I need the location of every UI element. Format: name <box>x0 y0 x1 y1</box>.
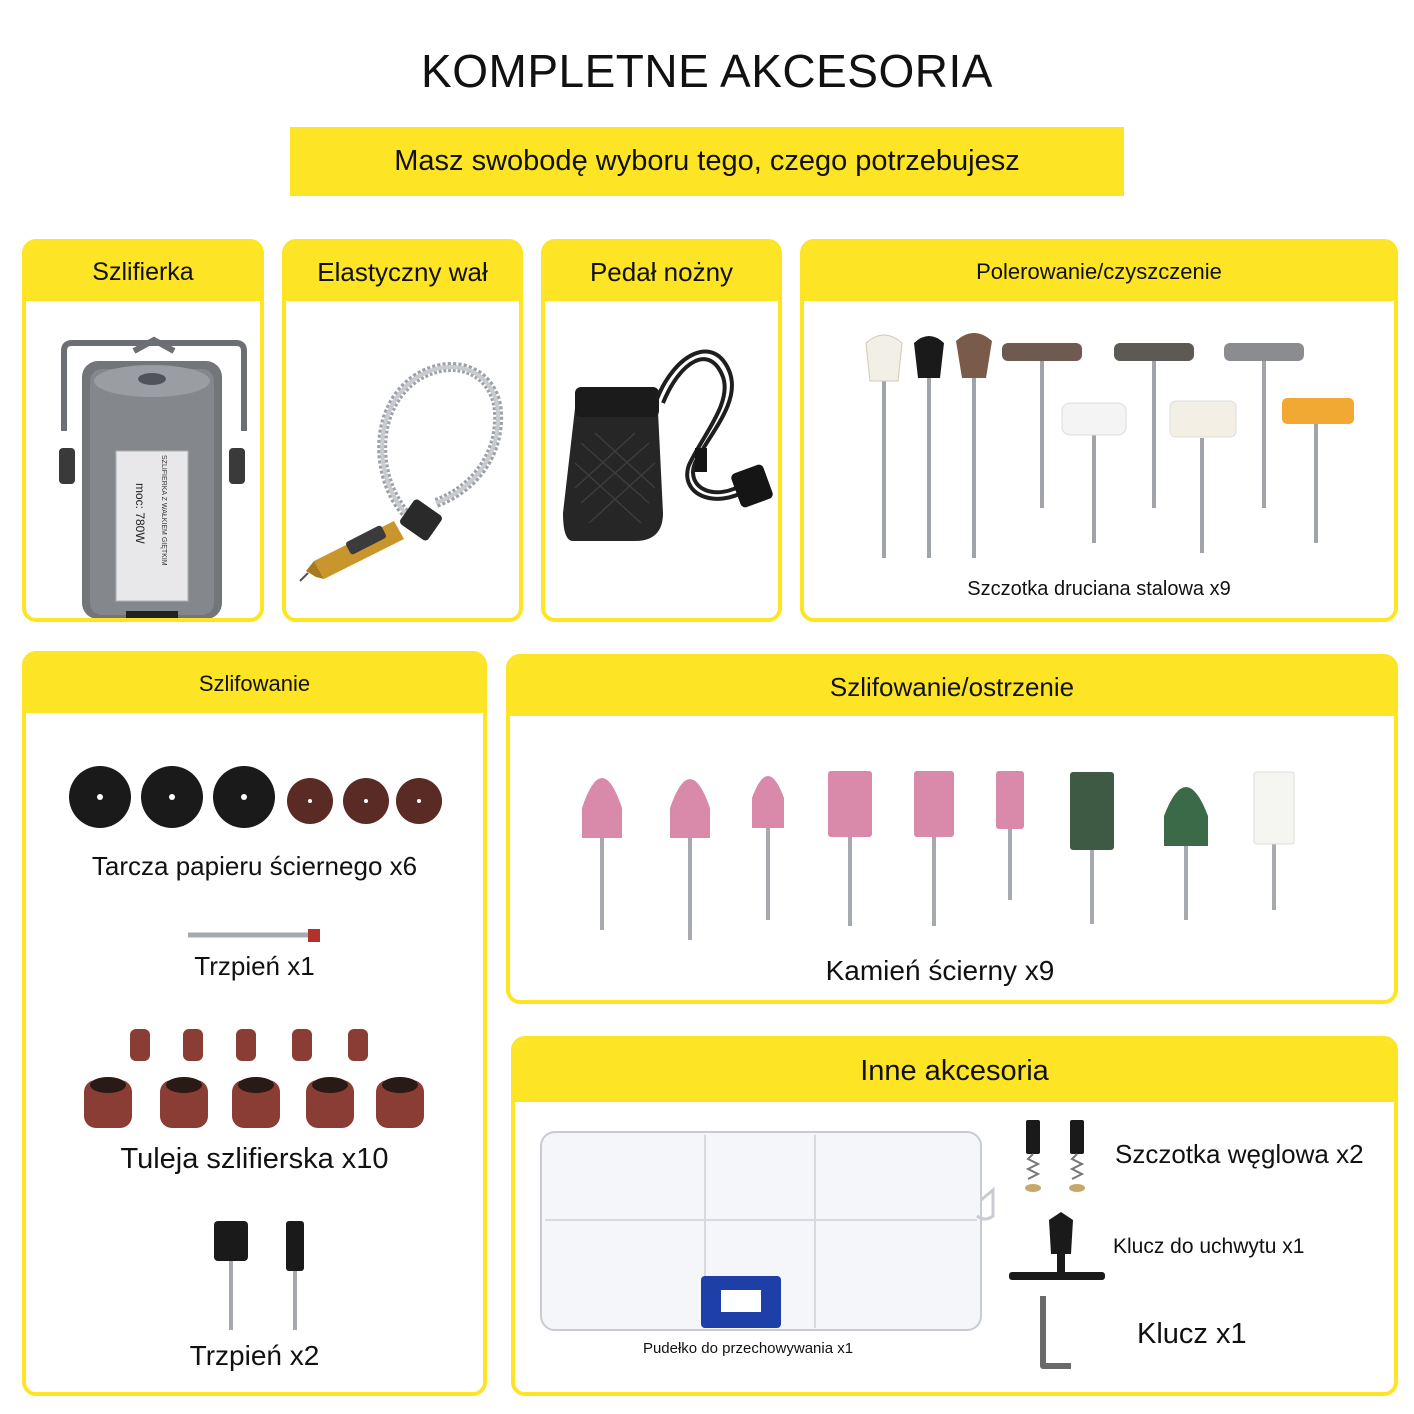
polishing-caption: Szczotka druciana stalowa x9 <box>967 578 1231 600</box>
card-grinding-title: Szlifowanie <box>198 671 311 696</box>
grinder-motor-image <box>26 243 264 622</box>
chuck-key-caption: Klucz do uchwytu x1 <box>1113 1235 1305 1258</box>
card-sharpening <box>506 654 1398 1004</box>
card-flex-shaft-title: Elastyczny wał <box>317 256 488 287</box>
card-flex-shaft <box>282 239 523 622</box>
box-caption: Pudełko do przechowywania x1 <box>642 1340 854 1357</box>
grinder-label-line1: SZLIFIERKA Z WAŁKIEM GIĘTKIM <box>160 455 167 566</box>
card-other-accessories-title: Inne akcesoria <box>860 1054 1049 1087</box>
sharpening-caption: Kamień ścierny x9 <box>825 955 1055 986</box>
card-foot-pedal-title: Pedał nożny <box>589 256 734 287</box>
flex-shaft-image <box>286 243 523 622</box>
other-accessories-image <box>515 1040 1398 1396</box>
card-sharpening-title: Szlifowanie/ostrzenie <box>829 671 1075 702</box>
grinding-drums-caption: Trzpień x2 <box>189 1340 320 1371</box>
card-grinder-title: Szlifierka <box>92 257 194 286</box>
card-grinding <box>22 651 487 1396</box>
foot-pedal-image <box>545 243 782 622</box>
card-foot-pedal <box>541 239 782 622</box>
polishing-brushes-image <box>804 243 1398 622</box>
grinding-stones-image <box>510 658 1398 1004</box>
card-other-accessories <box>511 1036 1398 1396</box>
grinding-mandrel-caption: Trzpień x1 <box>194 951 315 981</box>
carbon-brush-caption: Szczotka węglowa x2 <box>1115 1139 1364 1169</box>
card-polishing <box>800 239 1398 622</box>
card-polishing-title: Polerowanie/czyszczenie <box>976 259 1222 284</box>
card-grinder <box>22 239 264 622</box>
hex-key-caption: Klucz x1 <box>1137 1318 1247 1350</box>
subtitle-text: Masz swobodę wyboru tego, czego potrzebujesz <box>394 145 1020 177</box>
page-title: KOMPLETNE AKCESORIA <box>421 45 993 97</box>
subtitle-banner <box>290 127 1124 196</box>
grinding-discs-caption: Tarcza papieru ściernego x6 <box>91 851 418 881</box>
grinding-discs-image <box>26 655 487 1396</box>
grinder-label-line2: moc: 780W <box>133 483 147 544</box>
grinding-sleeves-caption: Tuleja szlifierska x10 <box>120 1143 389 1175</box>
